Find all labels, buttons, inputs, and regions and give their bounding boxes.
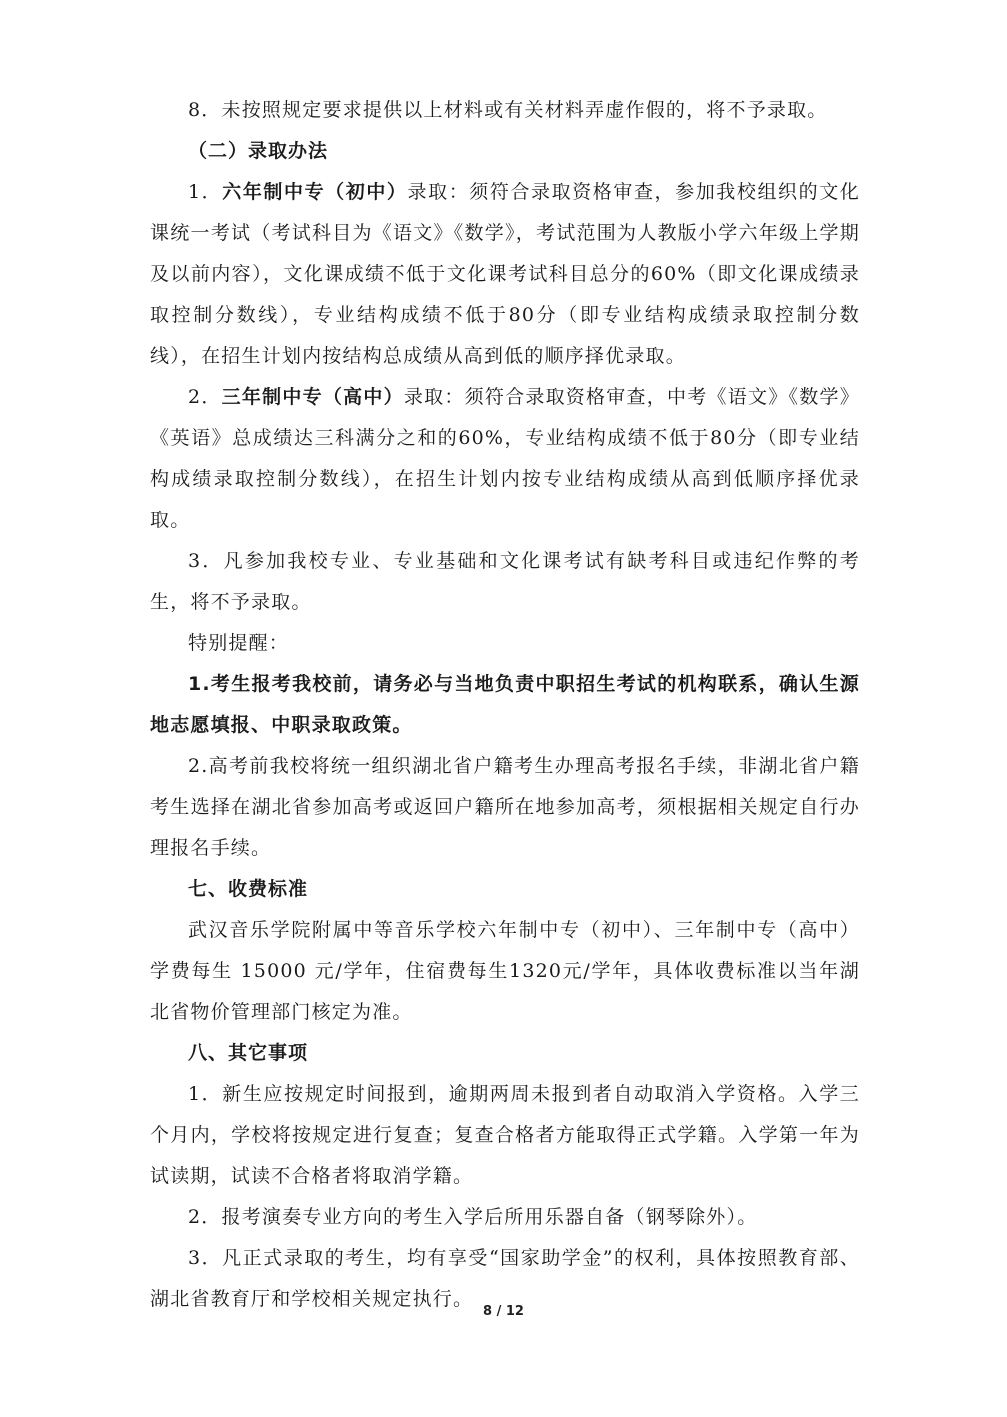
bold-six-year-label: 六年制中专（初中） xyxy=(222,181,408,203)
page-number: 8 / 12 xyxy=(483,1304,524,1319)
heading-admission-method: （二）录取办法 xyxy=(188,140,329,162)
three-year-rule-text: 录取：须符合录取资格审查，中考《语文》《数学》《英语》总成绩达三科满分之和的60%，专业结构成绩不低于80分（即专业结构成绩录取控制分数线），在招生计划内按专业结构成绩从高到低顺序择优录取。 xyxy=(150,386,860,531)
paragraph-materials-rule: 8．未按照规定要求提供以上材料或有关材料弄虚作假的，将不予录取。 xyxy=(188,99,828,121)
paragraph-fees: 武汉音乐学院附属中等音乐学校六年制中专（初中）、三年制中专（高中）学费每生 15000 元/学年，住宿费每生1320元/学年，具体收费标准以当年湖北省物价管理部门核定为准。 xyxy=(150,919,860,1023)
item-number: 1． xyxy=(188,181,223,203)
heading-fee-standard: 七、收费标准 xyxy=(188,878,309,900)
six-year-rule-text: 录取：须符合录取资格审查，参加我校组织的文化课统一考试（考试科目为《语文》《数学》，考试范围为人教版小学六年级上学期及以前内容），文化课成绩不低于文化课考试科目总分的60%（即文化课成绩录取控制分数线），专业结构成绩不低于80分（即专业结构成绩录取控制分数线），在招生计划内按结构总成绩从高到低的顺序择优录取。 xyxy=(150,181,860,367)
paragraph-grant: 3．凡正式录取的考生，均有享受“国家助学金”的权利，具体按照教育部、湖北省教育厅和学校相关规定执行。 xyxy=(150,1247,860,1310)
special-reminder-title: 特别提醒： xyxy=(188,632,290,654)
paragraph-instruments: 2．报考演奏专业方向的考生入学后所用乐器自备（钢琴除外）。 xyxy=(188,1206,758,1228)
special-reminder-2: 2.高考前我校将统一组织湖北省户籍考生办理高考报名手续，非湖北省户籍考生选择在湖北省参加高考或返回户籍所在地参加高考，须根据相关规定自行办理报名手续。 xyxy=(150,755,860,859)
paragraph-six-year-admission xyxy=(150,172,860,377)
document-body xyxy=(150,90,860,1320)
paragraph-registration: 1．新生应按规定时间报到，逾期两周未报到者自动取消入学资格。入学三个月内，学校将按规定进行复查；复查合格者方能取得正式学籍。入学第一年为试读期，试读不合格者将取消学籍。 xyxy=(150,1083,860,1187)
paragraph-absence-cheating-rule: 3．凡参加我校专业、专业基础和文化课考试有缺考科目或违纪作弊的考生，将不予录取。 xyxy=(150,550,860,613)
bold-three-year-label: 三年制中专（高中） xyxy=(221,386,404,408)
item-number: 2． xyxy=(188,386,222,408)
paragraph-three-year-admission xyxy=(150,377,860,541)
special-reminder-1: 1.考生报考我校前，请务必与当地负责中职招生考试的机构联系，确认生源地志愿填报、中职录取政策。 xyxy=(150,673,860,736)
heading-other-matters: 八、其它事项 xyxy=(188,1042,309,1064)
